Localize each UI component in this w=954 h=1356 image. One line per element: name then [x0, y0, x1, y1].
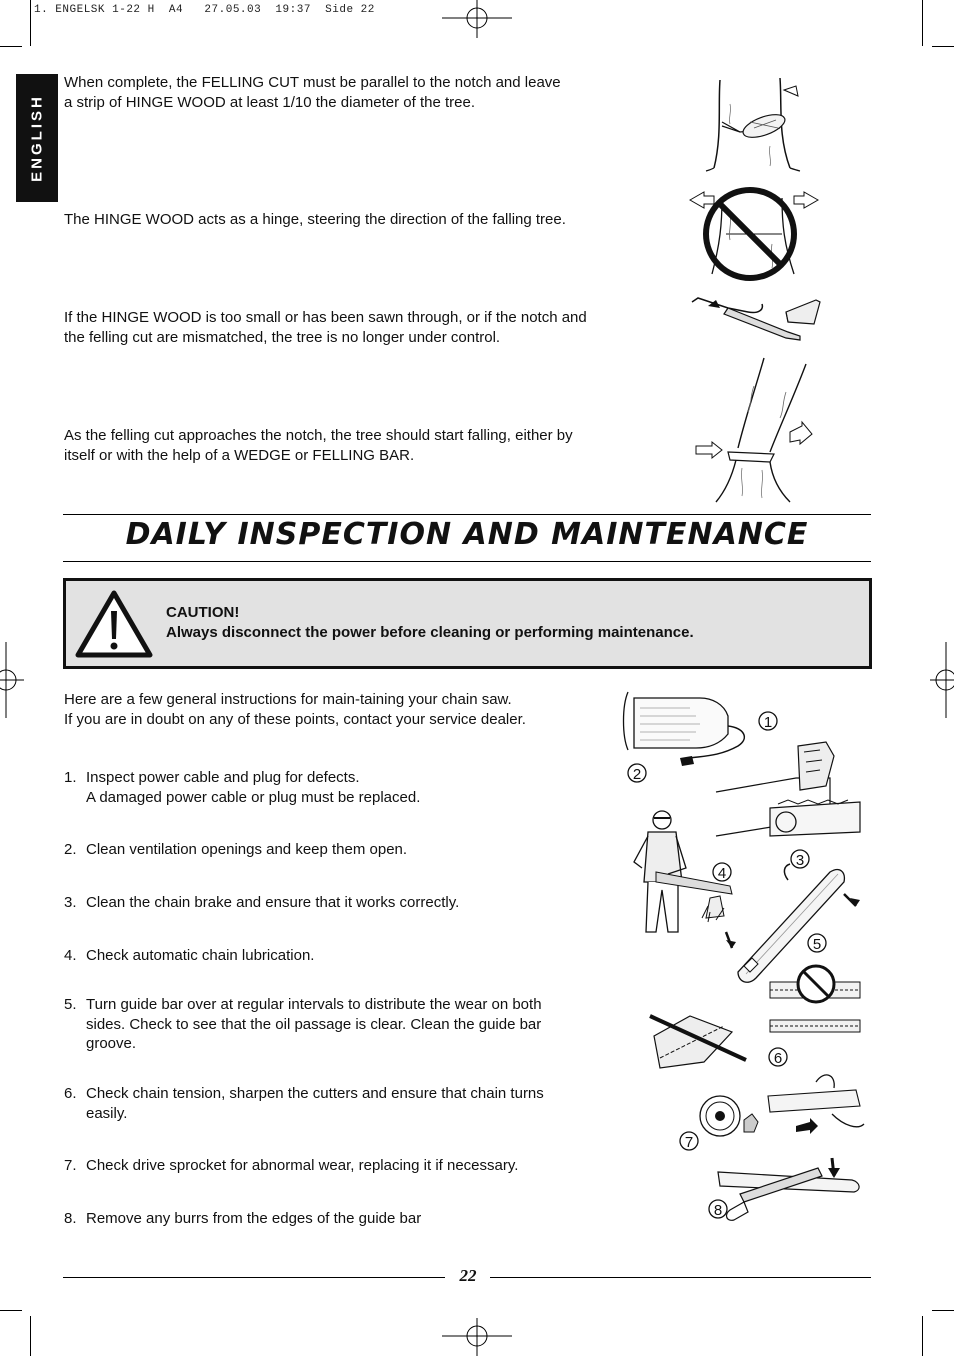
wedge-felling-bar-illustration — [688, 296, 826, 344]
registration-mark-top — [442, 0, 512, 40]
footer-rule-right — [490, 1277, 871, 1278]
step-number: 3. — [64, 894, 77, 911]
crop-mark — [932, 46, 954, 47]
felling-paragraph-2 — [64, 210, 566, 230]
text-line: When complete, the FELLING CUT must be parallel to the notch and leave — [64, 74, 561, 91]
callout-4: 4 — [717, 865, 727, 882]
callout-7: 7 — [684, 1134, 694, 1151]
step-text: Inspect power cable and plug for defects. — [86, 769, 360, 786]
step-text: Check drive sprocket for abnormal wear, replacing it if necessary. — [86, 1157, 519, 1174]
crop-mark — [922, 0, 923, 46]
text-line: If the HINGE WOOD is too small or has been sawn through, or if the notch and — [64, 309, 587, 326]
callout-6: 6 — [773, 1050, 783, 1067]
callout-3: 3 — [795, 852, 805, 869]
step-text: sides. Check to see that the oil passage is clear. Clean the guide bar — [86, 1015, 542, 1033]
step-number: 8. — [64, 1210, 77, 1227]
step-text: Remove any burrs from the edges of the guide bar — [86, 1210, 422, 1227]
caution-box — [63, 578, 872, 669]
felling-paragraph-3 — [64, 308, 587, 347]
crop-mark — [932, 1310, 954, 1311]
maintenance-illustration — [620, 686, 870, 1242]
felling-paragraph-1 — [64, 73, 561, 112]
registration-mark-bottom — [442, 1318, 512, 1356]
step-text: groove. — [86, 1035, 137, 1052]
step-text: Clean ventilation openings and keep them open. — [86, 841, 408, 858]
step-text: A damaged power cable or plug must be replaced. — [86, 788, 421, 806]
crop-mark — [30, 0, 31, 46]
chain-brake-illustration — [716, 742, 860, 836]
crop-mark — [922, 1316, 923, 1356]
text-line: The HINGE WOOD acts as a hinge, steering the direction of the falling tree. — [64, 211, 566, 228]
section-rule-top — [63, 514, 871, 515]
text-line: a strip of HINGE WOOD at least 1/10 the diameter of the tree. — [64, 93, 476, 111]
section-rule-bottom — [63, 561, 871, 562]
step-number: 2. — [64, 841, 77, 858]
tree-hinge-illustration — [700, 76, 810, 172]
step-number: 7. — [64, 1157, 77, 1174]
step-number: 5. — [64, 996, 77, 1013]
crop-mark — [30, 1316, 31, 1356]
intro-paragraph — [64, 690, 526, 729]
callout-8: 8 — [713, 1202, 723, 1219]
page-number: 22 — [459, 1266, 477, 1285]
guide-bar-illustration — [726, 864, 860, 982]
text-line: Here are a few general instructions for main-taining your chain saw. — [64, 691, 512, 708]
crop-mark — [0, 46, 22, 47]
felling-paragraph-4 — [64, 426, 573, 465]
step-text: Check chain tension, sharpen the cutters and ensure that chain turns — [86, 1085, 544, 1102]
text-line: the felling cut are mismatched, the tree is no longer under control. — [64, 328, 501, 346]
callout-2: 2 — [632, 766, 642, 783]
no-hinge-prohibited-illustration — [686, 184, 822, 284]
text-line: itself or with the help of a WEDGE or FELLING BAR. — [64, 446, 415, 464]
text-line: As the felling cut approaches the notch, the tree should start falling, either by — [64, 427, 573, 444]
warning-triangle-icon — [72, 587, 156, 661]
caution-heading: CAUTION! — [166, 604, 240, 621]
guide-bar-file-illustration — [718, 1158, 859, 1220]
registration-mark-right — [930, 642, 954, 718]
tree-falling-illustration — [690, 356, 818, 504]
chainsaw-motor-illustration — [624, 692, 745, 766]
step-text: Check automatic chain lubrication. — [86, 947, 315, 964]
text-line: If you are in doubt on any of these points, contact your service dealer. — [64, 710, 526, 728]
step-number: 1. — [64, 769, 77, 786]
caution-text — [166, 603, 694, 643]
step-number: 6. — [64, 1085, 77, 1102]
language-tab — [16, 74, 58, 202]
crop-mark — [0, 1310, 22, 1311]
chain-tension-illustration — [650, 966, 864, 1134]
callout-5: 5 — [812, 936, 822, 953]
section-title: DAILY INSPECTION AND MAINTENANCE — [125, 517, 809, 552]
caution-message: Always disconnect the power before cleaning or performing maintenance. — [166, 624, 694, 641]
step-text: Turn guide bar over at regular intervals to distribute the wear on both — [86, 996, 542, 1013]
print-header: 1. ENGELSK 1-22 H A4 27.05.03 19:37 Side 22 — [34, 4, 375, 16]
step-number: 4. — [64, 947, 77, 964]
callout-1: 1 — [763, 714, 773, 731]
registration-mark-left — [0, 642, 24, 718]
footer-rule-left — [63, 1277, 445, 1278]
step-text: Clean the chain brake and ensure that it works correctly. — [86, 894, 460, 911]
language-tab-label: ENGLISH — [28, 94, 46, 182]
drive-sprocket-illustration — [700, 1096, 758, 1136]
step-text: easily. — [86, 1104, 128, 1122]
